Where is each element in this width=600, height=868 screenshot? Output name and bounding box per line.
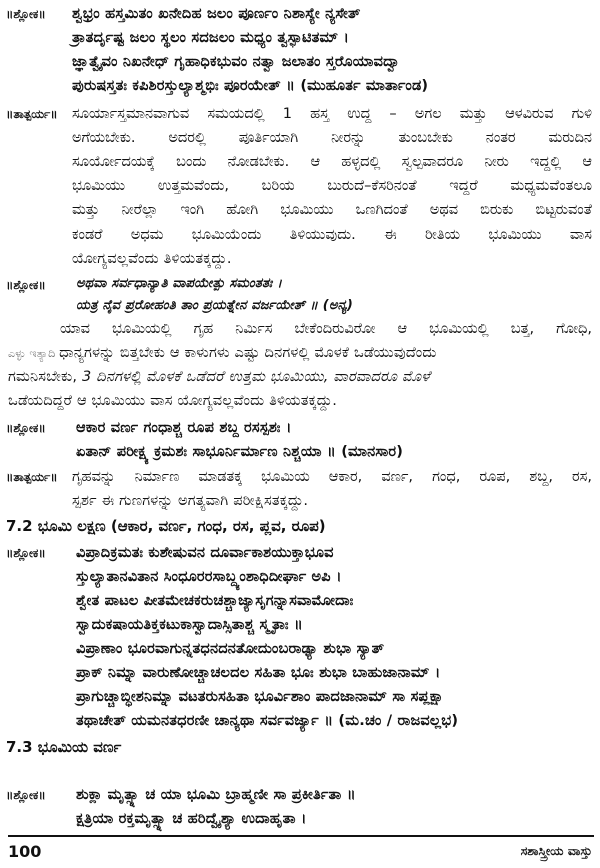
paragraph-fragment: ಎಳ್ಳು ಇತ್ಯಾದಿ [8, 347, 60, 360]
tatparya-line: ಭೂಮಿಯು ಉತ್ತಮವೆಂದು, ಬರಿಯ ಬುರುದೆ–ಕೆಸರಿನಂತೆ ಇದ್ದರೆ ಮಧ್ಯಮವೆಂತಲೂ [72, 178, 592, 194]
shloka-line: ತಥಾಚೇತ್ ಯಮನತಧರಣೀ ಚಾನ್ಯಥಾ ಸರ್ವವರ್ಜ್ಯಾ ॥ (ಮ.ಚಂ / ರಾಜವಲ್ಲಭ) [76, 713, 459, 729]
tatparya-line: ಸ್ಪರ್ಶ ಈ ಗುಣಗಳನ್ನು ಅಗತ್ಯವಾಗಿ ಪರೀಕ್ಷಿಸತಕ್ಕದ್ದು. [72, 493, 309, 509]
shloka-label: ॥ಶ್ಲೋಕ॥ [6, 7, 46, 21]
paragraph-line: ಒಡೆಯದಿದ್ದರೆ ಆ ಭೂಮಿಯು ವಾಸ ಯೋಗ್ಯವಲ್ಲವೆಂದು ತಿಳಿಯತಕ್ಕದ್ದು. [8, 393, 338, 409]
shloka-line: ಶುಕ್ಲಾ ಮೃತ್ಸ್ನಾ ಚ ಯಾ ಭೂಮಿ ಬ್ರಾಹ್ಮಣೀ ಸಾ ಪ್ರಕೀರ್ತಿತಾ ॥ [76, 787, 356, 803]
tatparya-line: ಗೃಹವನ್ನು ನಿರ್ಮಾಣ ಮಾಡತಕ್ಕ ಭೂಮಿಯ ಆಕಾರ, ವರ್ಣ, ಗಂಧ, ರೂಪ, ಶಬ್ದ, ರಸ, [72, 469, 592, 485]
shloka-label: ॥ಶ್ಲೋಕ॥ [6, 788, 46, 802]
shloka-line: ಅಥವಾ ಸರ್ವಧಾನ್ಯಾತಿ ವಾಪಯೇತ್ಪು ಸಮಂತತಃ । [76, 276, 283, 291]
shloka-line: ತ್ರಾತರ್ದೃಷ್ಟ ಜಲಂ ಸ್ಥಲಂ ಸದಜಲಂ ಮಧ್ಯಂ ತ್ವಸ್ಫಾಟಿತಮ್ । [72, 30, 350, 46]
shloka-line: ಪ್ರಾಕ್ ನಿಮ್ನಾ ವಾರುಣೋಚ್ಚಾಚಲದಲ ಸಹಿತಾ ಭೂಃ ಶುಭಾ ಬಾಹುಜಾನಾಮ್ । [76, 665, 441, 681]
paragraph-fragment: ಧಾನ್ಯಗಳನ್ನು ಬಿತ್ತಬೇಕು ಆ ಕಾಳುಗಳು ಎಷ್ಟು ದಿನಗಳಲ್ಲಿ ಮೊಳಕೆ ಒಡೆಯುವುದೆಂದು [59, 345, 437, 361]
tatparya-line: ಅಗೆಯಬೇಕು. ಅದರಲ್ಲಿ ಪೂರ್ತಿಯಾಗಿ ನೀರನ್ನು ತುಂಬಬೇಕು ನಂತರ ಮರುದಿನ [72, 130, 592, 146]
tatparya-line: ಕಂಡರೆ ಅಧಮ ಭೂಮಿಯೆಂದು ತಿಳಿಯುವುದು. ಈ ರೀತಿಯ ಭೂಮಿಯು ವಾಸ [72, 227, 592, 243]
shloka-line: ಜ್ಞಾತ್ವೈವಂ ನಿಖನೇಧ್ ಗೃಹಾಧಿಕಭುವಂ ನತ್ವಾ ಜಲಾತಂ ಸ್ತರೊಯಾವದ್ವಾ [72, 54, 401, 70]
shloka-label: ॥ಶ್ಲೋಕ॥ [6, 546, 46, 560]
shloka-line: ಯತ್ರ ನೈವ ಪ್ರರೋಹಂತಿ ತಾಂ ಪ್ರಯತ್ನೇನ ವರ್ಜಯೇತ್ ॥ (ಅನ್ಯ) [76, 298, 353, 313]
tatparya-line: ಸೂರ್ಯೋದಯಕ್ಕೆ ಬಂದು ನೋಡಬೇಕು. ಆ ಹಳ್ಳದಲ್ಲಿ ಸ್ವಲ್ಪವಾದರೂ ನೀರು ಇದ್ದಲ್ಲಿ ಆ [72, 154, 592, 170]
shloka-line: ಶ್ವಭ್ರಂ ಹಸ್ತಮಿತಂ ಖನೇದಿಹ ಜಲಂ ಪೂರ್ಣಂ ನಿಶಾಸ್ಯೇ ನ್ಯಸೇತ್ [72, 6, 361, 22]
shloka-line: ಪುರುಷಸ್ತತಃ ಕಪಿಶಿರಸ್ತುಲ್ಯಾಶ್ಮಭಿಃ ಪೂರಯೇತ್ ॥ (ಮುಹೂರ್ತ ಮಾರ್ತಾಂಡ) [72, 78, 429, 94]
page-number: 100 [8, 842, 42, 861]
shloka-line: ಕ್ಷತ್ರಿಯಾ ರಕ್ತಮೃತ್ಸ್ನಾ ಚ ಹರಿದ್ವೈಶ್ಯಾ ಉದಾಹೃತಾ । [76, 811, 307, 827]
footer-rule [8, 835, 594, 837]
shloka-line: ಪ್ರಾಗುಚ್ಚಾಬ್ಧೀಶನಿಮ್ನಾ ವಟತರುಸಹಿತಾ ಭೂರ್ವಿಶಾಂ ಪಾದಜಾನಾಮ್ ಸಾ ಸಪ್ಲಕ್ಷಾ [76, 689, 444, 705]
shloka-line: ಆಕಾರ ವರ್ಣ ಗಂಧಾಶ್ಚ ರೂಪ ಶಬ್ದ ರಸಸ್ಪಶಃ । [76, 420, 292, 436]
tatparya-line: ಸೂರ್ಯಾಸ್ತಮಾನವಾಗುವ ಸಮಯದಲ್ಲಿ 1 ಹಸ್ತ ಉದ್ದ – ಅಗಲ ಮತ್ತು ಆಳವಿರುವ ಗುಳಿ [72, 106, 592, 122]
tatparya-line: ಯೋಗ್ಯವಲ್ಲವೆಂದು ತಿಳಿಯತಕ್ಕದ್ದು. [72, 251, 232, 267]
shloka-line: ವಿಪ್ರಾದಿಕ್ರಮತಃ ಕುಶೇಷುವನ ದೂರ್ವಾಕಾಶಯುಕ್ತಾಭೂವ [76, 545, 334, 561]
running-head: ಸಶಾಸ್ತ್ರೀಯ ವಾಸ್ತು [520, 843, 592, 858]
section-heading: 7.2 ಭೂಮಿ ಲಕ್ಷಣ (ಆಕಾರ, ವರ್ಣ, ಗಂಧ, ರಸ, ಪ್ಲವ, ರೂಪ) [6, 517, 326, 535]
paragraph-line [8, 367, 592, 387]
shloka-line: ಸ್ವಾದುಕಷಾಯತಿಕ್ತಕಟುಕಾಸ್ವಾದಾಸ್ಸಿತಾಶ್ಚ ಸ್ಮೃತಾಃ ॥ [76, 617, 303, 633]
paragraph-fragment-italic: 3 ದಿನಗಳಲ್ಲಿ ಮೊಳಕೆ ಒಡೆದರೆ ಉತ್ತಮ ಭೂಮಿಯು, ವಾರವಾದರೂ ಮೊಳೆ [82, 369, 431, 385]
shloka-line: ಶ್ವೇತ ಪಾಟಲ ಪೀತಮೇಚಕರುಚಶ್ಚಾಜ್ಯಾಸೃಗನ್ನಾಸವಾಮೋದಾಃ [76, 593, 354, 609]
paragraph-line [8, 343, 592, 364]
tatparya-line: ಮತ್ತು ನೀರೆಲ್ಲಾ ಇಂಗಿ ಹೋಗಿ ಭೂಮಿಯು ಒಣಗಿದಂತೆ ಅಥವ ಬಿರುಕು ಬಿಟ್ಟರುವಂತೆ [72, 202, 592, 218]
shloka-label: ॥ಶ್ಲೋಕ॥ [6, 278, 46, 292]
paragraph-line: ಯಾವ ಭೂಮಿಯಲ್ಲಿ ಗೃಹ ನಿರ್ಮಿಸ ಬೇಕೆಂದಿರುವಿರೋ ಆ ಭೂಮಿಯಲ್ಲಿ ಬತ್ತ, ಗೋಧಿ, [60, 321, 592, 337]
shloka-line: ವಿಪ್ರಾಣಾಂ ಭೂರವಾಗುನ್ನತಧನದನತೋದುಂಬರಾಢ್ಯಾ ಶುಭಾ ಸ್ಯಾತ್ [76, 641, 385, 657]
tatparya-label: ॥ತಾತ್ಪರ್ಯ॥ [6, 107, 58, 121]
shloka-line: ಸ್ತುಲ್ಯಾತಾನವಿತಾನ ಸಿಂಧೂರರಸಾಬ್ದ್ಯಂಶಾಧಿದೀರ್ಘಾ ಅಪಿ । [76, 569, 342, 585]
section-heading: 7.3 ಭೂಮಿಯ ವರ್ಣ [6, 738, 122, 756]
paragraph-fragment: ಗಮನಿಸಬೇಕು, [8, 369, 83, 385]
tatparya-label: ॥ತಾತ್ಪರ್ಯ॥ [6, 470, 58, 484]
shloka-label: ॥ಶ್ಲೋಕ॥ [6, 421, 46, 435]
shloka-line: ಏತಾನ್ ಪರೀಕ್ಷ್ಯ ಕ್ರಮಶಃ ಸಾಭೂರ್ನಿರ್ಮಾಣ ನಿಶ್ಚಯಾ ॥ (ಮಾನಸಾರ) [76, 444, 404, 460]
